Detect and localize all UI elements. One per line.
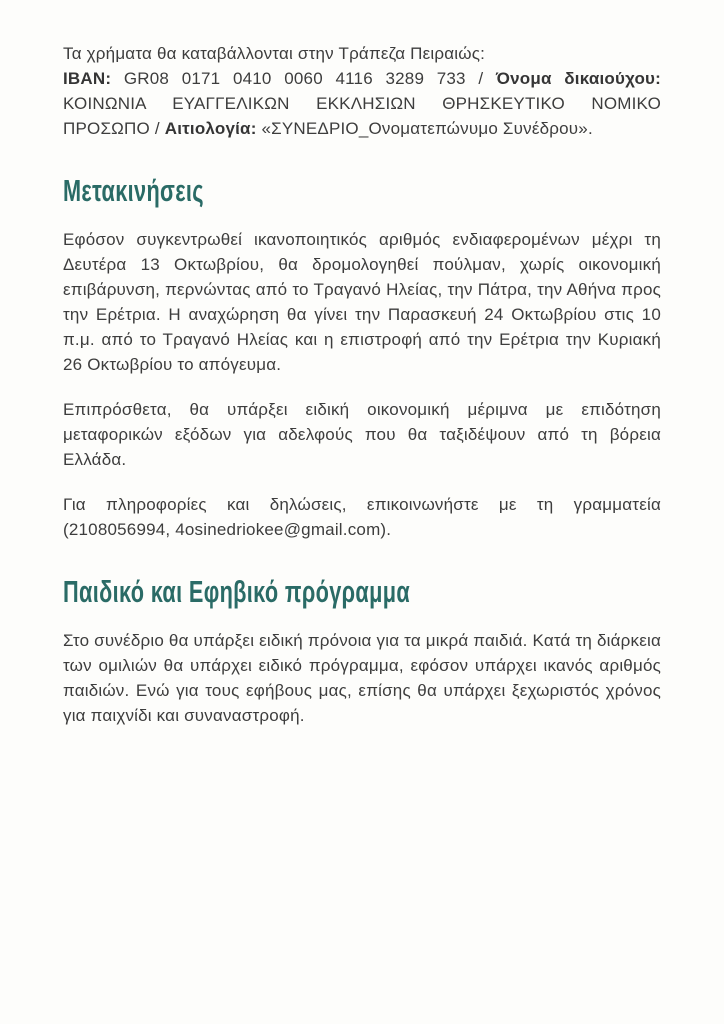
payment-details-paragraph <box>63 41 661 141</box>
payment-intro-line: Τα χρήματα θα καταβάλλονται στην Τράπεζα Πειραιώς: <box>63 44 486 63</box>
beneficiary-value: ΚΟΙΝΩΝΙΑ ΕΥΑΓΓΕΛΙΚΩΝ ΕΚΚΛΗΣΙΩΝ ΘΡΗΣΚΕΥΤΙΚΟ ΝΟΜΙΚΟ ΠΡΟΣΩΠΟ / <box>63 94 661 138</box>
reason-label: Αιτιολογία: <box>164 119 257 138</box>
iban-value: GR08 0171 0410 0060 4116 3289 733 / <box>111 69 496 88</box>
beneficiary-label: Όνομα δικαιούχου: <box>495 69 661 88</box>
section-heading-transportation-text: Μετακινήσεις <box>63 173 204 208</box>
transportation-paragraph-contact: Για πληροφορίες και δηλώσεις, επικοινωνήστε με τη γραμματεία (2108056994, 4osinedriokee@gmail.com). <box>63 495 661 539</box>
section-heading-transportation <box>63 173 661 209</box>
children-program-paragraph: Στο συνέδριο θα υπάρξει ειδική πρόνοια για τα μικρά παιδιά. Κατά τη διάρκεια των ομιλιών θα υπάρχει ειδικό πρόγραμμα, εφόσον υπάρχει ικανός αριθμός παιδιών. Ενώ για τους εφήβους μας, επίσης θα υπάρχει ξεχωριστός χρόνος για παιχνίδι και συναναστροφή. <box>63 631 661 725</box>
iban-label: IBAN: <box>63 69 112 88</box>
section-heading-children-program <box>63 574 661 610</box>
reason-value: «ΣΥΝΕΔΡΙΟ_Ονοματεπώνυμο Συνέδρου». <box>256 119 593 138</box>
section-heading-children-program-text: Παιδικό και Εφηβικό πρόγραμμα <box>63 574 411 609</box>
transportation-paragraph-bus: Εφόσον συγκεντρωθεί ικανοποιητικός αριθμός ενδιαφερομένων μέχρι τη Δευτέρα 13 Οκτωβρίου, θα δρομολογηθεί πούλμαν, χωρίς οικονομική επιβάρυνση, περνώντας από το Τραγανό Ηλείας, την Πάτρα, την Αθήνα προς την Ερέτρια. Η αναχώρηση θα γίνει την Παρασκευή 24 Οκτωβρίου στις 10 π.μ. από το Τραγανό Ηλείας και η επιστροφή από την Ερέτρια την Κυριακή 26 Οκτωβρίου το απόγευμα. <box>63 230 661 374</box>
transportation-paragraph-subsidy: Επιπρόσθετα, θα υπάρξει ειδική οικονομική μέριμνα με επιδότηση μεταφορικών εξόδων για αδελφούς που θα ταξιδέψουν από τη βόρεια Ελλάδα. <box>63 400 661 469</box>
